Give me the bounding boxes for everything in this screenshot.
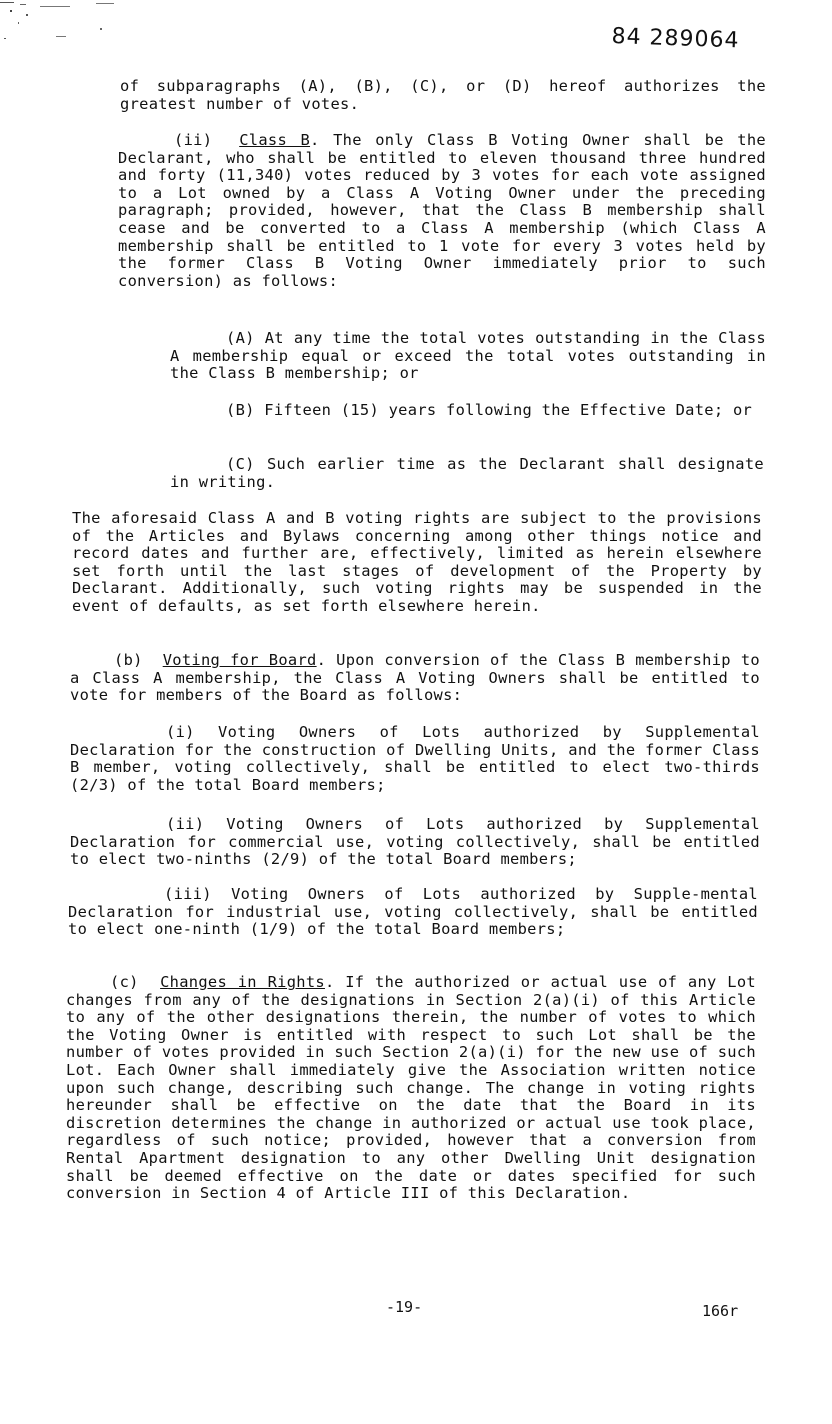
- paragraph-text: of subparagraphs (A), (B), (C), or (D) hereof authorizes the greatest number of votes.: [120, 77, 766, 113]
- paragraph-text: (B) Fifteen (15) years following the Effective Date; or: [226, 401, 753, 419]
- paragraph-item-ii: [70, 816, 760, 869]
- paragraph-voting-rights: [72, 510, 762, 616]
- paragraph-subsection-c: [170, 456, 764, 491]
- paragraph-number: (ii): [174, 131, 213, 149]
- page-number: -19-: [386, 1298, 423, 1316]
- paragraph-text: (ii) Voting Owners of Lots authorized by Supplemental Declaration for commercial use, voting collectively, shall be entitled to elect two-ninths (2/9) of the total Board members;: [70, 815, 760, 869]
- section-heading-class-b: Class B: [239, 131, 311, 149]
- paragraph-subsection-a: [170, 330, 766, 383]
- paragraph-item-iii: [68, 886, 758, 939]
- paragraph-class-b: [118, 132, 766, 290]
- document-number: 84 289064: [611, 24, 740, 54]
- paragraph-text: (iii) Voting Owners of Lots authorized by Supple-mental Declaration for industrial use, voting collectively, shall be entitled to elect one-ninth (1/9) of the total Board members;: [68, 885, 758, 939]
- paragraph-text: . If the authorized or actual use of any Lot changes from any of the designations in Section 2(a)(i) of this Article to any of the other designations therein, the number of votes to which the Voting Owner is entitled with respect to such Lot shall be the number of votes provided in such Section 2(a)(i) for the new use of such Lot. Each Owner shall immediately give the Association written notice upon such change, describing such change. The change in voting rights hereunder shall be effective on the date that the Board in its discretion determines the change in authorized or actual use took place, regardless of such notice; provided, however that a conversion from Rental Apartment designation to any other Dwelling Unit designation shall be deemed effective on the date or dates specified for such conversion in Section 4 of Article III of this Declaration.: [66, 973, 756, 1203]
- paragraph-item-i: [70, 724, 760, 794]
- paragraph-text: The aforesaid Class A and B voting rights are subject to the provisions of the Articles and Bylaws concerning among other things notice and record dates and further are, effectively, limited as herein elsewhere set forth until the last stages of development of the Property by Declarant. Additionally, such voting rights may be suspended in the event of defaults, as set forth elsewhere herein.: [72, 509, 762, 615]
- paragraph-text: . The only Class B Voting Owner shall be the Declarant, who shall be entitled to eleven thousand three hundred and forty (11,340) votes reduced by 3 votes for each vote assigned to a Lot owned by a Class A Voting Owner under the preceding paragraph; provided, however, that the Class B membership shall cease and be converted to a Class A membership (which Class A membership shall be entitled to 1 vote for every 3 votes held by the former Class B Voting Owner immediately prior to such conversion) as follows:: [118, 131, 766, 290]
- section-heading-changes-in-rights: Changes in Rights: [160, 973, 325, 991]
- paragraph-number: (c): [110, 973, 139, 991]
- paragraph-voting-for-board: [70, 652, 760, 705]
- scan-specks: [0, 0, 120, 50]
- paragraph-text: (A) At any time the total votes outstanding in the Class A membership equal or exceed the total votes outstanding in the Class B membership; or: [170, 329, 766, 383]
- paragraph-text: (C) Such earlier time as the Declarant shall designate in writing.: [170, 455, 764, 491]
- paragraph-changes-in-rights: [66, 974, 756, 1203]
- paragraph-number: (b): [114, 651, 143, 669]
- paragraph-text: (i) Voting Owners of Lots authorized by Supplemental Declaration for the construction of Dwelling Units, and the former Class B member, voting collectively, shall be entitled to elect two-thirds (2/3) of the total Board members;: [70, 723, 760, 794]
- section-heading-voting-for-board: Voting for Board: [162, 651, 317, 669]
- paragraph-subsection-b: [170, 402, 766, 420]
- footer-code: 166r: [702, 1302, 739, 1320]
- paragraph-text: . Upon conversion of the Class B membership to a Class A membership, the Class A Voting Owners shall be entitled to vote for members of the Board as follows:: [70, 651, 760, 705]
- paragraph-continuation: [120, 78, 766, 113]
